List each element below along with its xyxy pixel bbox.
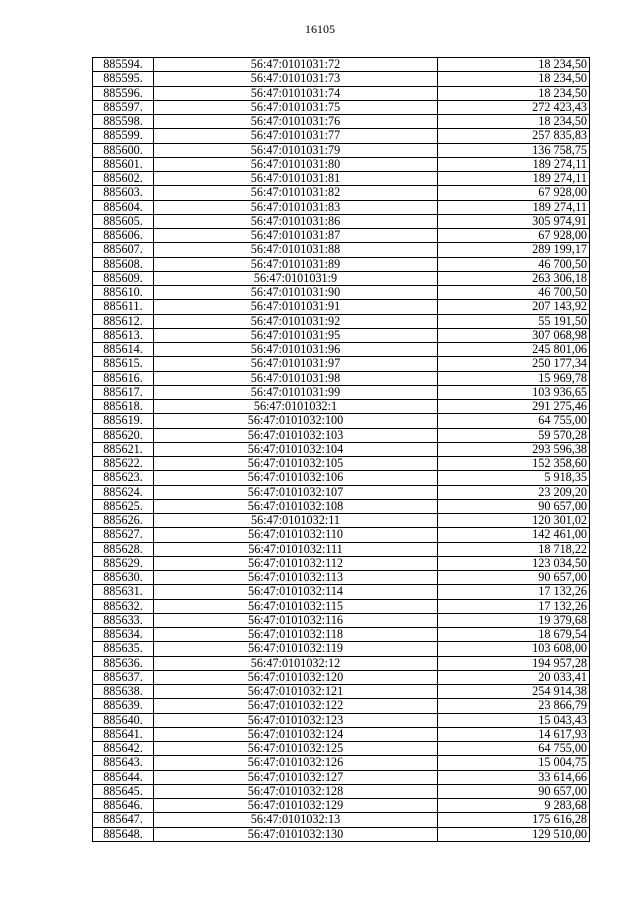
- cadastral-value: 46 700,50: [438, 286, 590, 300]
- cadastral-number: 56:47:0101032:110: [154, 528, 438, 542]
- row-number: 885644.: [93, 770, 154, 784]
- cadastral-value: 15 969,78: [438, 371, 590, 385]
- table-row: [93, 86, 590, 100]
- cadastral-number: 56:47:0101031:75: [154, 100, 438, 114]
- cadastral-number: 56:47:0101031:97: [154, 357, 438, 371]
- table-row: [93, 400, 590, 414]
- row-number: 885608.: [93, 257, 154, 271]
- cadastral-number: 56:47:0101031:91: [154, 300, 438, 314]
- cadastral-value: 272 423,43: [438, 100, 590, 114]
- table-row: [93, 713, 590, 727]
- cadastral-number: 56:47:0101032:128: [154, 784, 438, 798]
- table-row: [93, 827, 590, 841]
- row-number: 885625.: [93, 499, 154, 513]
- table-row: [93, 628, 590, 642]
- table-row: [93, 471, 590, 485]
- cadastral-value: 305 974,91: [438, 214, 590, 228]
- cadastral-number: 56:47:0101031:87: [154, 229, 438, 243]
- cadastral-value: 18 234,50: [438, 72, 590, 86]
- table-row: [93, 571, 590, 585]
- row-number: 885627.: [93, 528, 154, 542]
- cadastral-number: 56:47:0101032:12: [154, 656, 438, 670]
- row-number: 885609.: [93, 271, 154, 285]
- table-row: [93, 442, 590, 456]
- row-number: 885626.: [93, 514, 154, 528]
- table-row: [93, 343, 590, 357]
- table-row: [93, 599, 590, 613]
- table-row: [93, 72, 590, 86]
- cadastral-number: 56:47:0101032:121: [154, 685, 438, 699]
- table-row: [93, 542, 590, 556]
- cadastral-number: 56:47:0101032:103: [154, 428, 438, 442]
- row-number: 885596.: [93, 86, 154, 100]
- row-number: 885615.: [93, 357, 154, 371]
- row-number: 885622.: [93, 457, 154, 471]
- cadastral-value: 15 043,43: [438, 713, 590, 727]
- row-number: 885599.: [93, 129, 154, 143]
- row-number: 885607.: [93, 243, 154, 257]
- row-number: 885601.: [93, 157, 154, 171]
- cadastral-value: 18 234,50: [438, 58, 590, 72]
- table-row: [93, 243, 590, 257]
- cadastral-value: 18 234,50: [438, 115, 590, 129]
- row-number: 885616.: [93, 371, 154, 385]
- table-row: [93, 186, 590, 200]
- row-number: 885614.: [93, 343, 154, 357]
- cadastral-value: 18 234,50: [438, 86, 590, 100]
- cadastral-value: 189 274,11: [438, 157, 590, 171]
- cadastral-value: 293 596,38: [438, 442, 590, 456]
- cadastral-value: 129 510,00: [438, 827, 590, 841]
- cadastral-number: 56:47:0101031:82: [154, 186, 438, 200]
- row-number: 885612.: [93, 314, 154, 328]
- cadastral-value: 18 679,54: [438, 628, 590, 642]
- table-row: [93, 685, 590, 699]
- cadastral-number: 56:47:0101032:125: [154, 742, 438, 756]
- cadastral-value: 5 918,35: [438, 471, 590, 485]
- cadastral-value: 289 199,17: [438, 243, 590, 257]
- cadastral-value-table: [92, 57, 590, 842]
- cadastral-value: 33 614,66: [438, 770, 590, 784]
- row-number: 885636.: [93, 656, 154, 670]
- table-row: [93, 642, 590, 656]
- table-row: [93, 385, 590, 399]
- table-row: [93, 428, 590, 442]
- cadastral-number: 56:47:0101032:107: [154, 485, 438, 499]
- table-row: [93, 314, 590, 328]
- cadastral-number: 56:47:0101032:120: [154, 670, 438, 684]
- table-row: [93, 727, 590, 741]
- table-row: [93, 143, 590, 157]
- table-row: [93, 485, 590, 499]
- cadastral-value: 254 914,38: [438, 685, 590, 699]
- table-row: [93, 784, 590, 798]
- cadastral-number: 56:47:0101031:96: [154, 343, 438, 357]
- table-body: [93, 58, 590, 842]
- cadastral-number: 56:47:0101032:129: [154, 799, 438, 813]
- row-number: 885604.: [93, 200, 154, 214]
- cadastral-value: 55 191,50: [438, 314, 590, 328]
- cadastral-value: 120 301,02: [438, 514, 590, 528]
- table-row: [93, 271, 590, 285]
- cadastral-value: 175 616,28: [438, 813, 590, 827]
- row-number: 885628.: [93, 542, 154, 556]
- cadastral-value: 59 570,28: [438, 428, 590, 442]
- table-row: [93, 229, 590, 243]
- row-number: 885618.: [93, 400, 154, 414]
- table-row: [93, 656, 590, 670]
- cadastral-number: 56:47:0101031:73: [154, 72, 438, 86]
- table-row: [93, 556, 590, 570]
- table-row: [93, 371, 590, 385]
- row-number: 885629.: [93, 556, 154, 570]
- table-row: [93, 457, 590, 471]
- table-row: [93, 200, 590, 214]
- cadastral-number: 56:47:0101032:127: [154, 770, 438, 784]
- row-number: 885639.: [93, 699, 154, 713]
- cadastral-number: 56:47:0101032:119: [154, 642, 438, 656]
- table-row: [93, 257, 590, 271]
- cadastral-number: 56:47:0101032:105: [154, 457, 438, 471]
- table-row: [93, 770, 590, 784]
- row-number: 885597.: [93, 100, 154, 114]
- cadastral-value: 9 283,68: [438, 799, 590, 813]
- row-number: 885635.: [93, 642, 154, 656]
- row-number: 885595.: [93, 72, 154, 86]
- row-number: 885598.: [93, 115, 154, 129]
- row-number: 885645.: [93, 784, 154, 798]
- row-number: 885611.: [93, 300, 154, 314]
- table-row: [93, 499, 590, 513]
- cadastral-number: 56:47:0101031:72: [154, 58, 438, 72]
- cadastral-value: 18 718,22: [438, 542, 590, 556]
- row-number: 885630.: [93, 571, 154, 585]
- table-row: [93, 58, 590, 72]
- cadastral-number: 56:47:0101032:114: [154, 585, 438, 599]
- table-row: [93, 799, 590, 813]
- cadastral-number: 56:47:0101032:123: [154, 713, 438, 727]
- cadastral-number: 56:47:0101031:76: [154, 115, 438, 129]
- cadastral-number: 56:47:0101031:83: [154, 200, 438, 214]
- cadastral-number: 56:47:0101031:77: [154, 129, 438, 143]
- row-number: 885643.: [93, 756, 154, 770]
- table-row: [93, 613, 590, 627]
- table-row: [93, 115, 590, 129]
- cadastral-value: 250 177,34: [438, 357, 590, 371]
- table-row: [93, 300, 590, 314]
- row-number: 885642.: [93, 742, 154, 756]
- row-number: 885638.: [93, 685, 154, 699]
- row-number: 885594.: [93, 58, 154, 72]
- cadastral-number: 56:47:0101032:126: [154, 756, 438, 770]
- cadastral-value: 15 004,75: [438, 756, 590, 770]
- row-number: 885602.: [93, 172, 154, 186]
- cadastral-number: 56:47:0101031:81: [154, 172, 438, 186]
- table-row: [93, 328, 590, 342]
- row-number: 885648.: [93, 827, 154, 841]
- row-number: 885633.: [93, 613, 154, 627]
- row-number: 885624.: [93, 485, 154, 499]
- row-number: 885647.: [93, 813, 154, 827]
- cadastral-value: 90 657,00: [438, 571, 590, 585]
- cadastral-value: 103 608,00: [438, 642, 590, 656]
- cadastral-value: 189 274,11: [438, 200, 590, 214]
- row-number: 885634.: [93, 628, 154, 642]
- cadastral-value: 46 700,50: [438, 257, 590, 271]
- cadastral-number: 56:47:0101031:89: [154, 257, 438, 271]
- row-number: 885631.: [93, 585, 154, 599]
- cadastral-number: 56:47:0101031:79: [154, 143, 438, 157]
- cadastral-number: 56:47:0101031:80: [154, 157, 438, 171]
- cadastral-value: 123 034,50: [438, 556, 590, 570]
- cadastral-value: 19 379,68: [438, 613, 590, 627]
- cadastral-number: 56:47:0101032:11: [154, 514, 438, 528]
- cadastral-value: 263 306,18: [438, 271, 590, 285]
- table-row: [93, 214, 590, 228]
- cadastral-number: 56:47:0101031:90: [154, 286, 438, 300]
- table-row: [93, 756, 590, 770]
- cadastral-value: 17 132,26: [438, 585, 590, 599]
- cadastral-number: 56:47:0101031:92: [154, 314, 438, 328]
- row-number: 885617.: [93, 385, 154, 399]
- page-number: 16105: [305, 22, 335, 36]
- table-row: [93, 357, 590, 371]
- cadastral-value: 307 068,98: [438, 328, 590, 342]
- table-row: [93, 129, 590, 143]
- cadastral-number: 56:47:0101031:74: [154, 86, 438, 100]
- cadastral-number: 56:47:0101031:88: [154, 243, 438, 257]
- table-row: [93, 670, 590, 684]
- cadastral-number: 56:47:0101032:1: [154, 400, 438, 414]
- cadastral-number: 56:47:0101031:95: [154, 328, 438, 342]
- cadastral-value: 189 274,11: [438, 172, 590, 186]
- row-number: 885646.: [93, 799, 154, 813]
- table-row: [93, 172, 590, 186]
- row-number: 885621.: [93, 442, 154, 456]
- cadastral-number: 56:47:0101031:99: [154, 385, 438, 399]
- cadastral-value: 245 801,06: [438, 343, 590, 357]
- cadastral-number: 56:47:0101032:13: [154, 813, 438, 827]
- cadastral-value: 64 755,00: [438, 742, 590, 756]
- table-row: [93, 514, 590, 528]
- cadastral-number: 56:47:0101032:100: [154, 414, 438, 428]
- cadastral-number: 56:47:0101032:124: [154, 727, 438, 741]
- row-number: 885603.: [93, 186, 154, 200]
- cadastral-value: 67 928,00: [438, 229, 590, 243]
- cadastral-number: 56:47:0101032:122: [154, 699, 438, 713]
- row-number: 885632.: [93, 599, 154, 613]
- row-number: 885637.: [93, 670, 154, 684]
- table-row: [93, 157, 590, 171]
- cadastral-number: 56:47:0101032:113: [154, 571, 438, 585]
- cadastral-value: 23 866,79: [438, 699, 590, 713]
- cadastral-number: 56:47:0101031:86: [154, 214, 438, 228]
- cadastral-value: 20 033,41: [438, 670, 590, 684]
- row-number: 885641.: [93, 727, 154, 741]
- cadastral-value: 103 936,65: [438, 385, 590, 399]
- cadastral-value: 207 143,92: [438, 300, 590, 314]
- cadastral-value: 142 461,00: [438, 528, 590, 542]
- cadastral-value: 14 617,93: [438, 727, 590, 741]
- cadastral-number: 56:47:0101032:104: [154, 442, 438, 456]
- cadastral-number: 56:47:0101032:106: [154, 471, 438, 485]
- table-row: [93, 286, 590, 300]
- row-number: 885610.: [93, 286, 154, 300]
- row-number: 885605.: [93, 214, 154, 228]
- row-number: 885606.: [93, 229, 154, 243]
- table-row: [93, 813, 590, 827]
- cadastral-number: 56:47:0101031:9: [154, 271, 438, 285]
- cadastral-value: 136 758,75: [438, 143, 590, 157]
- cadastral-number: 56:47:0101032:108: [154, 499, 438, 513]
- cadastral-number: 56:47:0101031:98: [154, 371, 438, 385]
- cadastral-value: 90 657,00: [438, 784, 590, 798]
- cadastral-number: 56:47:0101032:130: [154, 827, 438, 841]
- row-number: 885619.: [93, 414, 154, 428]
- cadastral-value: 257 835,83: [438, 129, 590, 143]
- row-number: 885600.: [93, 143, 154, 157]
- cadastral-number: 56:47:0101032:112: [154, 556, 438, 570]
- table-row: [93, 100, 590, 114]
- cadastral-number: 56:47:0101032:111: [154, 542, 438, 556]
- row-number: 885620.: [93, 428, 154, 442]
- table-row: [93, 528, 590, 542]
- cadastral-value: 67 928,00: [438, 186, 590, 200]
- table-row: [93, 742, 590, 756]
- row-number: 885640.: [93, 713, 154, 727]
- cadastral-value: 64 755,00: [438, 414, 590, 428]
- cadastral-value: 291 275,46: [438, 400, 590, 414]
- table-row: [93, 585, 590, 599]
- cadastral-number: 56:47:0101032:116: [154, 613, 438, 627]
- table-row: [93, 699, 590, 713]
- cadastral-value: 152 358,60: [438, 457, 590, 471]
- row-number: 885613.: [93, 328, 154, 342]
- cadastral-number: 56:47:0101032:115: [154, 599, 438, 613]
- table-row: [93, 414, 590, 428]
- cadastral-value: 23 209,20: [438, 485, 590, 499]
- row-number: 885623.: [93, 471, 154, 485]
- cadastral-value: 194 957,28: [438, 656, 590, 670]
- cadastral-number: 56:47:0101032:118: [154, 628, 438, 642]
- cadastral-value: 90 657,00: [438, 499, 590, 513]
- cadastral-value: 17 132,26: [438, 599, 590, 613]
